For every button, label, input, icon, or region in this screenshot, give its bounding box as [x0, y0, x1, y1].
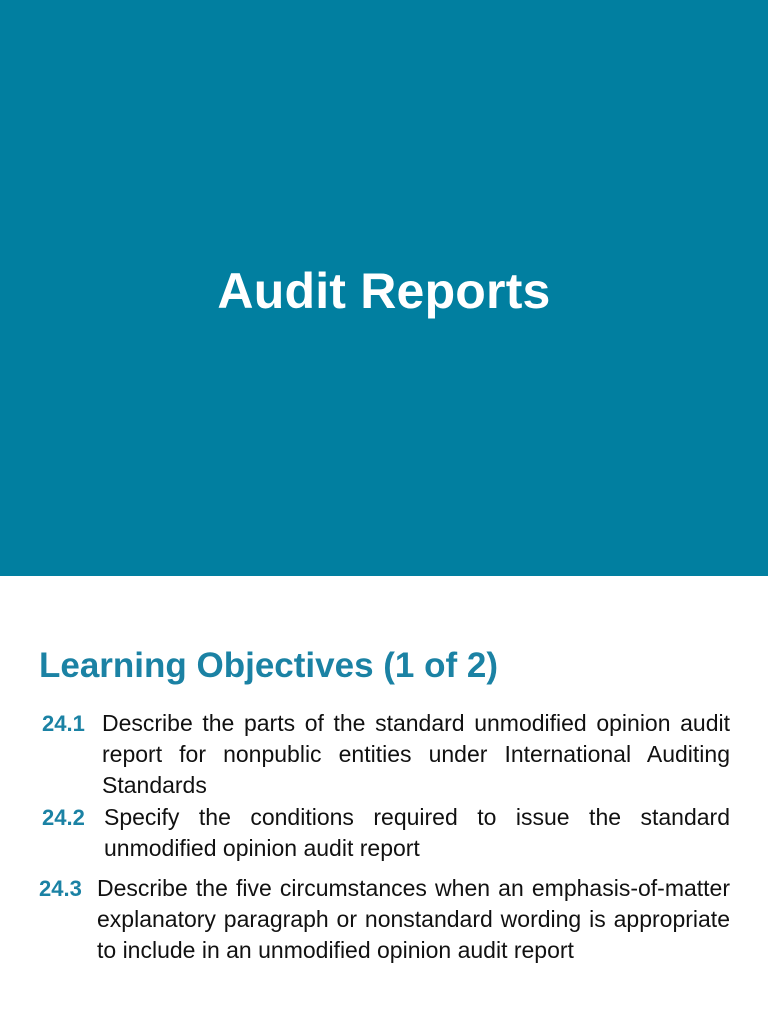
objective-number: 24.1: [42, 711, 85, 736]
objective-number: 24.3: [39, 876, 82, 901]
objective-number: 24.2: [42, 805, 85, 830]
slide-title: Audit Reports: [217, 263, 551, 319]
objective-text: Describe the five circumstances when an emphasis-of-matter explanatory paragraph or nonstandard wording is appropriate to include in an unmodified opinion audit report: [97, 875, 730, 963]
objective-item: [0, 708, 768, 802]
objective-text: Specify the conditions required to issue the standard unmodified opinion audit report: [104, 804, 730, 861]
objectives-list: [0, 708, 768, 999]
objective-text: Describe the parts of the standard unmodified opinion audit report for nonpublic entities under International Auditing Standards: [102, 710, 730, 798]
objective-item: [0, 802, 768, 873]
objectives-heading: Learning Objectives (1 of 2): [39, 646, 498, 685]
objectives-slide: [0, 576, 768, 1024]
objective-item: [0, 873, 768, 999]
